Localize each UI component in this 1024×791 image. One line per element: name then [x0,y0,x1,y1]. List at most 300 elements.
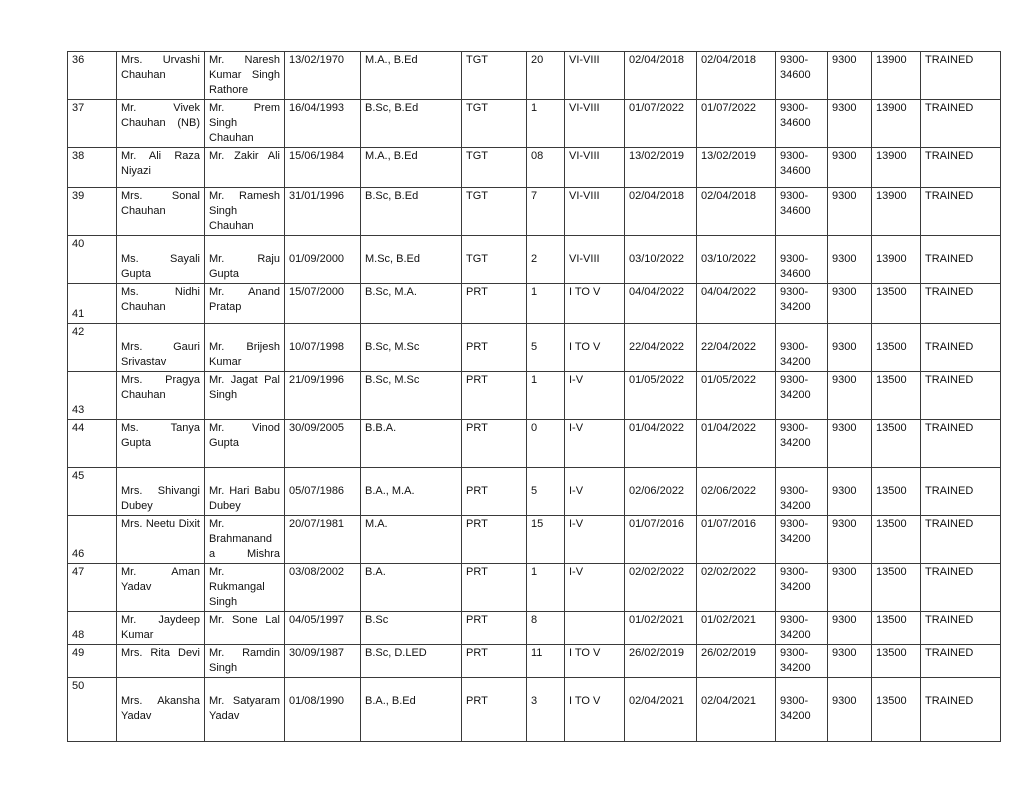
father-name: Mr. Ramdin Singh [209,647,280,674]
gross-salary-cell [872,645,921,678]
date-of-birth: 31/01/1996 [289,190,345,202]
experience-cell [527,420,565,468]
date-of-joining-cell [625,516,697,564]
post: PRT [466,422,488,434]
date-of-joining: 02/02/2022 [629,566,685,578]
serial-number-cell [68,678,117,742]
serial-number: 42 [72,326,85,338]
classes-taught: VI-VIII [569,150,600,162]
training-status: TRAINED [925,647,974,659]
basic-pay-cell [828,516,872,564]
qualification: M.A., B.Ed [365,150,418,162]
father-name: Mr. Naresh Kumar Singh Rathore [209,54,280,96]
classes-taught: VI-VIII [569,54,600,66]
date-of-birth-cell [285,284,361,324]
post: PRT [466,614,488,626]
qualification: B.B.A. [365,422,397,434]
post: PRT [466,518,488,530]
date-of-joining: 01/02/2021 [629,614,685,626]
date-of-birth: 04/05/1997 [289,614,345,626]
pay-scale-cell [776,372,828,420]
training-status: TRAINED [925,614,974,626]
date-of-birth-cell [285,516,361,564]
qualification: B.A., M.A. [365,485,415,497]
date-of-joining-cell [625,564,697,612]
training-status: TRAINED [925,253,974,265]
date-of-joining: 01/05/2022 [629,374,685,386]
post: TGT [466,150,488,162]
teacher-name-cell [117,468,205,516]
date-of-joining: 26/02/2019 [629,647,685,659]
father-name-cell [205,420,285,468]
classes-taught: I TO V [569,341,601,353]
qualification: M.Sc, B.Ed [365,253,421,265]
date-of-joining: 01/04/2022 [629,422,685,434]
date-of-joining-cell [625,324,697,372]
date-of-joining: 02/04/2021 [629,695,685,707]
pay-scale: 9300-34600 [780,253,811,280]
pay-scale: 9300-34200 [780,614,811,641]
father-name: Mr. Sone Lal [209,614,280,626]
qualification-cell [361,516,462,564]
basic-pay: 9300 [832,150,857,162]
date-of-joining: 04/04/2022 [629,286,685,298]
date-of-joining: 02/04/2018 [629,190,685,202]
date-of-appointment-cell [697,100,776,148]
serial-number: 50 [72,680,85,692]
date-of-birth-cell [285,324,361,372]
date-of-birth-cell [285,612,361,645]
training-status-cell [921,420,1001,468]
gross-salary-cell [872,564,921,612]
post: PRT [466,647,488,659]
basic-pay: 9300 [832,190,857,202]
teacher-name-cell [117,52,205,100]
qualification-cell [361,420,462,468]
teacher-name: Ms. Nidhi Chauhan [121,286,200,313]
date-of-appointment-cell [697,52,776,100]
teacher-name: Mrs. Neetu Dixit [121,518,200,530]
classes-taught: VI-VIII [569,253,600,265]
date-of-joining-cell [625,188,697,236]
experience: 11 [531,647,543,659]
classes-taught-cell [565,468,625,516]
basic-pay: 9300 [832,341,857,353]
pay-scale-cell [776,188,828,236]
teacher-name: Mrs. Rita Devi [121,647,200,659]
date-of-birth-cell [285,188,361,236]
father-name-cell [205,236,285,284]
date-of-appointment-cell [697,516,776,564]
gross-salary: 13500 [876,485,907,497]
date-of-birth: 03/08/2002 [289,566,345,578]
training-status: TRAINED [925,150,974,162]
serial-number-cell [68,236,117,284]
teacher-name-cell [117,564,205,612]
teacher-name: Mr. Ali Raza Niyazi [121,150,200,177]
pay-scale-cell [776,678,828,742]
date-of-joining: 22/04/2022 [629,341,685,353]
table-row [68,564,1001,612]
teacher-name-cell [117,516,205,564]
classes-taught-cell [565,324,625,372]
father-name: Mr. Hari Babu Dubey [209,485,280,512]
pay-scale: 9300-34200 [780,422,811,449]
date-of-joining: 01/07/2022 [629,102,685,114]
training-status-cell [921,468,1001,516]
date-of-joining-cell [625,148,697,188]
father-name: Mr. Rukmangal Singh [209,566,265,608]
basic-pay: 9300 [832,54,857,66]
qualification: B.Sc [365,614,389,626]
father-name: Mr. Prem Singh Chauhan [209,102,280,144]
date-of-birth: 21/09/1996 [289,374,345,386]
serial-number: 36 [72,54,85,66]
teacher-name: Mrs. Shivangi Dubey [121,485,200,512]
gross-salary: 13500 [876,374,907,386]
post: TGT [466,54,488,66]
gross-salary-cell [872,100,921,148]
father-name: Mr. Vinod Gupta [209,422,280,449]
qualification-cell [361,612,462,645]
training-status: TRAINED [925,190,974,202]
basic-pay-cell [828,612,872,645]
classes-taught-cell [565,236,625,284]
serial-number-cell [68,564,117,612]
classes-taught-cell [565,188,625,236]
date-of-appointment: 02/04/2018 [701,54,757,66]
date-of-appointment-cell [697,468,776,516]
date-of-appointment-cell [697,284,776,324]
gross-salary: 13900 [876,54,907,66]
post-cell [462,372,527,420]
pay-scale-cell [776,236,828,284]
qualification: B.Sc, D.LED [365,647,427,659]
date-of-birth: 15/06/1984 [289,150,345,162]
classes-taught: I-V [569,374,584,386]
pay-scale-cell [776,516,828,564]
table-row [68,468,1001,516]
teacher-name: Mr. Jaydeep Kumar [121,614,200,641]
basic-pay: 9300 [832,518,857,530]
gross-salary-cell [872,52,921,100]
teacher-name-cell [117,420,205,468]
pay-scale: 9300-34200 [780,374,811,401]
date-of-joining: 01/07/2016 [629,518,685,530]
basic-pay: 9300 [832,695,857,707]
post-cell [462,678,527,742]
serial-number: 45 [72,470,85,482]
date-of-appointment: 02/04/2018 [701,190,757,202]
pay-scale: 9300-34200 [780,485,811,512]
basic-pay-cell [828,100,872,148]
training-status-cell [921,100,1001,148]
pay-scale-cell [776,420,828,468]
post: TGT [466,102,488,114]
training-status-cell [921,188,1001,236]
date-of-birth: 13/02/1970 [289,54,345,66]
training-status-cell [921,612,1001,645]
date-of-joining-cell [625,678,697,742]
teacher-name: Mr. Vivek Chauhan (NB) [121,102,200,129]
qualification-cell [361,188,462,236]
table-row [68,52,1001,100]
experience: 3 [531,695,538,707]
serial-number: 43 [72,404,85,416]
classes-taught-cell [565,678,625,742]
training-status-cell [921,372,1001,420]
basic-pay-cell [828,645,872,678]
post-cell [462,468,527,516]
post-cell [462,236,527,284]
father-name: Mr. Ramesh Singh Chauhan [209,190,280,232]
date-of-appointment: 02/02/2022 [701,566,757,578]
date-of-birth: 15/07/2000 [289,286,345,298]
serial-number: 40 [72,238,85,250]
teacher-name-cell [117,678,205,742]
basic-pay-cell [828,148,872,188]
pay-scale-cell [776,100,828,148]
experience-cell [527,284,565,324]
basic-pay-cell [828,678,872,742]
serial-number: 39 [72,190,85,202]
training-status: TRAINED [925,566,974,578]
training-status-cell [921,516,1001,564]
date-of-joining-cell [625,645,697,678]
basic-pay-cell [828,564,872,612]
gross-salary: 13900 [876,150,907,162]
experience: 20 [531,54,544,66]
post-cell [462,420,527,468]
gross-salary: 13900 [876,253,907,265]
basic-pay-cell [828,188,872,236]
experience-cell [527,188,565,236]
basic-pay-cell [828,236,872,284]
classes-taught: VI-VIII [569,102,600,114]
experience: 8 [531,614,538,626]
table-row [68,236,1001,284]
serial-number-cell [68,468,117,516]
table-row [68,100,1001,148]
gross-salary-cell [872,324,921,372]
experience: 15 [531,518,544,530]
date-of-joining-cell [625,468,697,516]
date-of-birth-cell [285,468,361,516]
serial-number-cell [68,52,117,100]
serial-number: 46 [72,548,85,560]
basic-pay: 9300 [832,422,857,434]
date-of-joining-cell [625,420,697,468]
staff-table [67,51,1001,742]
qualification: M.A., B.Ed [365,54,418,66]
serial-number-cell [68,148,117,188]
teacher-name: Mrs. Urvashi Chauhan [121,54,200,81]
date-of-joining-cell [625,100,697,148]
father-name-cell [205,100,285,148]
teacher-name: Ms. Sayali Gupta [121,253,200,280]
serial-number: 41 [72,308,85,320]
date-of-appointment: 26/02/2019 [701,647,757,659]
serial-number: 44 [72,422,85,434]
post: TGT [466,253,488,265]
pay-scale-cell [776,645,828,678]
serial-number-cell [68,188,117,236]
experience: 1 [531,286,538,298]
basic-pay: 9300 [832,647,857,659]
qualification-cell [361,284,462,324]
experience-cell [527,612,565,645]
post-cell [462,564,527,612]
date-of-birth: 30/09/1987 [289,647,345,659]
date-of-birth: 20/07/1981 [289,518,345,530]
serial-number-cell [68,372,117,420]
teacher-name: Mrs. Pragya Chauhan [121,374,200,401]
gross-salary: 13900 [876,190,907,202]
post: PRT [466,485,488,497]
serial-number-cell [68,284,117,324]
pay-scale-cell [776,284,828,324]
pay-scale-cell [776,324,828,372]
experience-cell [527,100,565,148]
classes-taught: I TO V [569,286,601,298]
serial-number: 38 [72,150,85,162]
experience-cell [527,678,565,742]
training-status: TRAINED [925,374,974,386]
father-name: Mr. Satyaram Yadav [209,695,280,722]
training-status: TRAINED [925,485,974,497]
date-of-birth: 30/09/2005 [289,422,345,434]
qualification-cell [361,372,462,420]
father-name-cell [205,372,285,420]
qualification-cell [361,52,462,100]
qualification-cell [361,645,462,678]
serial-number-cell [68,645,117,678]
date-of-joining-cell [625,372,697,420]
date-of-birth: 01/08/1990 [289,695,345,707]
classes-taught-cell [565,284,625,324]
teacher-name-cell [117,324,205,372]
date-of-appointment-cell [697,645,776,678]
classes-taught-cell [565,612,625,645]
gross-salary-cell [872,612,921,645]
father-name: Mr. Brahmanand a Mishra [209,518,280,560]
date-of-joining-cell [625,236,697,284]
training-status: TRAINED [925,102,974,114]
experience-cell [527,236,565,284]
teacher-name-cell [117,284,205,324]
pay-scale: 9300-34200 [780,341,811,368]
post-cell [462,100,527,148]
training-status: TRAINED [925,422,974,434]
teacher-name-cell [117,148,205,188]
father-name: Mr. Raju Gupta [209,253,280,280]
pay-scale: 9300-34200 [780,695,811,722]
classes-taught-cell [565,645,625,678]
date-of-birth-cell [285,420,361,468]
classes-taught-cell [565,148,625,188]
pay-scale: 9300-34600 [780,150,811,177]
post-cell [462,52,527,100]
pay-scale: 9300-34200 [780,286,811,313]
post-cell [462,324,527,372]
basic-pay: 9300 [832,485,857,497]
teacher-name-cell [117,100,205,148]
father-name: Mr. Anand Pratap [209,286,280,313]
teacher-name-cell [117,612,205,645]
experience-cell [527,516,565,564]
date-of-birth-cell [285,645,361,678]
gross-salary: 13500 [876,695,907,707]
qualification-cell [361,148,462,188]
post-cell [462,516,527,564]
qualification-cell [361,100,462,148]
pay-scale: 9300-34600 [780,190,811,217]
teacher-name: Ms. Tanya Gupta [121,422,200,449]
post: PRT [466,374,488,386]
date-of-joining-cell [625,284,697,324]
gross-salary-cell [872,236,921,284]
table-row [68,612,1001,645]
gross-salary-cell [872,188,921,236]
date-of-appointment: 02/06/2022 [701,485,757,497]
date-of-appointment-cell [697,188,776,236]
qualification-cell [361,236,462,284]
father-name-cell [205,148,285,188]
teacher-name-cell [117,236,205,284]
date-of-birth: 01/09/2000 [289,253,345,265]
basic-pay: 9300 [832,253,857,265]
post: PRT [466,566,488,578]
basic-pay-cell [828,284,872,324]
gross-salary: 13500 [876,286,907,298]
gross-salary: 13500 [876,341,907,353]
training-status: TRAINED [925,341,974,353]
father-name-cell [205,284,285,324]
basic-pay: 9300 [832,614,857,626]
post: PRT [466,286,488,298]
classes-taught: I TO V [569,647,601,659]
training-status-cell [921,678,1001,742]
table-row [68,678,1001,742]
pay-scale-cell [776,468,828,516]
table-row [68,645,1001,678]
date-of-birth: 05/07/1986 [289,485,345,497]
date-of-birth-cell [285,52,361,100]
basic-pay-cell [828,468,872,516]
date-of-birth-cell [285,148,361,188]
father-name-cell [205,188,285,236]
training-status-cell [921,645,1001,678]
date-of-joining-cell [625,52,697,100]
date-of-appointment-cell [697,678,776,742]
gross-salary: 13500 [876,647,907,659]
experience: 2 [531,253,538,265]
father-name-cell [205,516,285,564]
date-of-joining: 02/06/2022 [629,485,685,497]
training-status-cell [921,52,1001,100]
classes-taught-cell [565,564,625,612]
classes-taught: I-V [569,566,584,578]
date-of-appointment: 01/05/2022 [701,374,757,386]
experience-cell [527,52,565,100]
father-name-cell [205,468,285,516]
date-of-appointment: 01/04/2022 [701,422,757,434]
teacher-name-cell [117,372,205,420]
basic-pay: 9300 [832,102,857,114]
date-of-appointment: 01/02/2021 [701,614,757,626]
pay-scale-cell [776,148,828,188]
experience-cell [527,372,565,420]
